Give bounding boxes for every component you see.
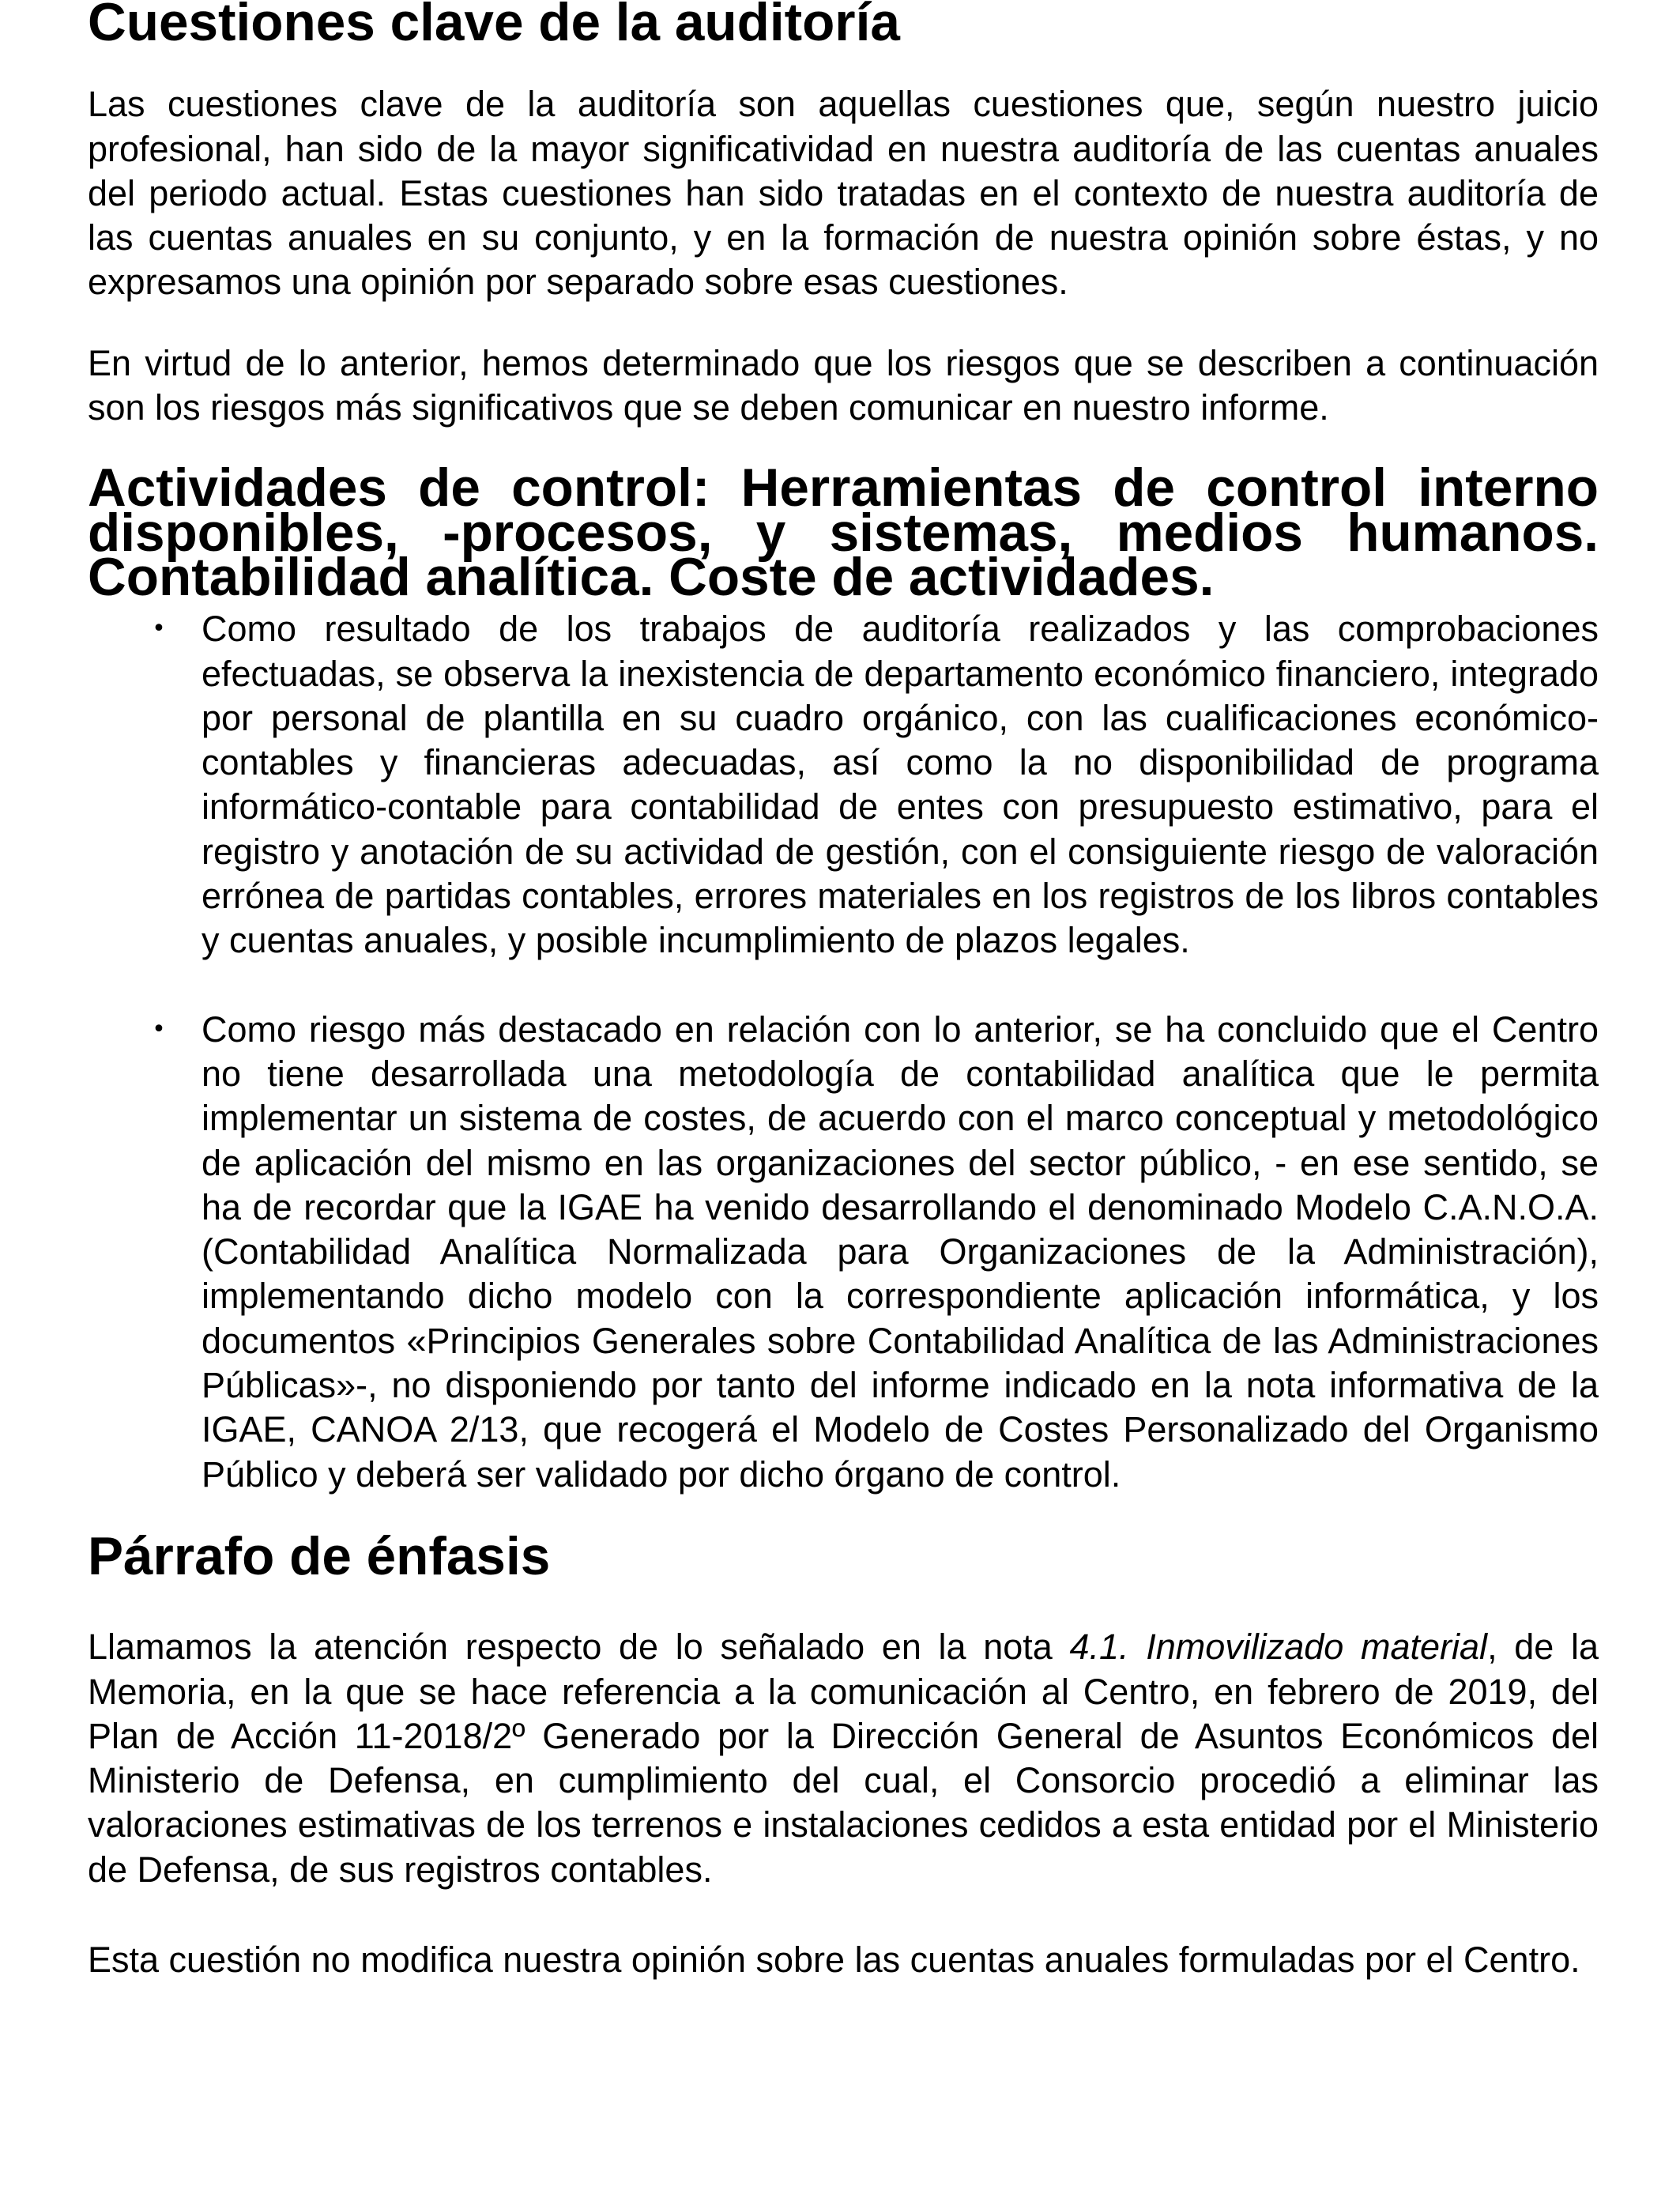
intro-paragraph: Las cuestiones clave de la auditoría son aquellas cuestiones que, según nuestro juicio profesional, han sido de la mayor significatividad en nuestra auditoría de las cuentas anuales del periodo actual. Estas cuestiones han sido tratadas en el contexto de nuestra auditoría de las cuentas anuales en su conjunto, y en la formación de nuestra opinión sobre éstas, y no expresamos una opinión por separado sobre esas cuestiones.: [88, 84, 1599, 303]
bullet-icon: •: [152, 615, 166, 643]
bullet-icon: •: [152, 1015, 166, 1043]
bullet-item-no-finance-department: [88, 607, 1599, 963]
heading-key-audit-matters: Cuestiones clave de la auditoría: [88, 0, 900, 52]
note-reference: 4.1. Inmovilizado material: [1069, 1627, 1488, 1668]
document-page: [88, 0, 1599, 1982]
bullet-text: Como riesgo más destacado en relación con lo anterior, se ha concluido que el Centro no tiene desarrollada una metodología de contabilidad analítica que le permita implementar un sistema de costes, de acuerdo con el marco conceptual y metodológico de aplicación del mismo en las organizaciones del sector público, - en ese sentido, se ha de recordar que la IGAE ha venido desarrollando el denominado Modelo C.A.N.O.A. (Contabilidad Analítica Normalizada para Organizaciones de la Administración), implementando dicho modelo con la correspondiente aplicación informática, y los documentos «Principios Generales sobre Contabilidad Analítica de las Administraciones Públicas»-, no disponiendo por tanto del informe indicado en la nota informativa de la IGAE, CANOA 2/13, que recogerá el Modelo de Costes Personalizado del Organismo Público y deberá ser validado por dicho órgano de control.: [202, 1008, 1599, 1495]
emphasis-text-after-note: , de la Memoria, en la que se hace referencia a la comunicación al Centro, en febrero de 2019, del Plan de Acción 11-2018/2º Generado por la Dirección General de Asuntos Económicos del Ministerio de Defensa, en cumplimiento del cual, el Consorcio procedió a eliminar las valoraciones estimativas de los terrenos e instalaciones cedidos a esta entidad por el Ministerio de Defensa, de sus registros contables.: [88, 1627, 1599, 1890]
risk-bullet-list: [88, 607, 1599, 1497]
emphasis-paragraph: [88, 1625, 1599, 1892]
heading-control-activities: Actividades de control: Herramientas de control interno disponibles, -procesos, y sistemas, medios humanos. Contabilidad analítica. Coste de actividades.: [88, 458, 1599, 607]
bullet-item-analytical-accounting: [88, 1008, 1599, 1497]
emphasis-text-before-note: Llamamos la atención respecto de lo señalado en la nota: [88, 1627, 1070, 1668]
closing-paragraph: Esta cuestión no modifica nuestra opinión sobre las cuentas anuales formuladas por el Centro.: [88, 1939, 1580, 1980]
risks-paragraph: En virtud de lo anterior, hemos determinado que los riesgos que se describen a continuación son los riesgos más significativos que se deben comunicar en nuestro informe.: [88, 342, 1599, 428]
heading-emphasis-paragraph: Párrafo de énfasis: [88, 1526, 551, 1586]
bullet-text: Como resultado de los trabajos de auditoría realizados y las comprobaciones efectuadas, se observa la inexistencia de departamento económico financiero, integrado por personal de plantilla en su cuadro orgánico, con las cualificaciones económico-contables y financieras adecuadas, así como la no disponibilidad de programa informático-contable para contabilidad de entes con presupuesto estimativo, para el registro y anotación de su actividad de gestión, con el consiguiente riesgo de valoración errónea de partidas contables, errores materiales en los registros de los libros contables y cuentas anuales, y posible incumplimiento de plazos legales.: [202, 609, 1599, 961]
